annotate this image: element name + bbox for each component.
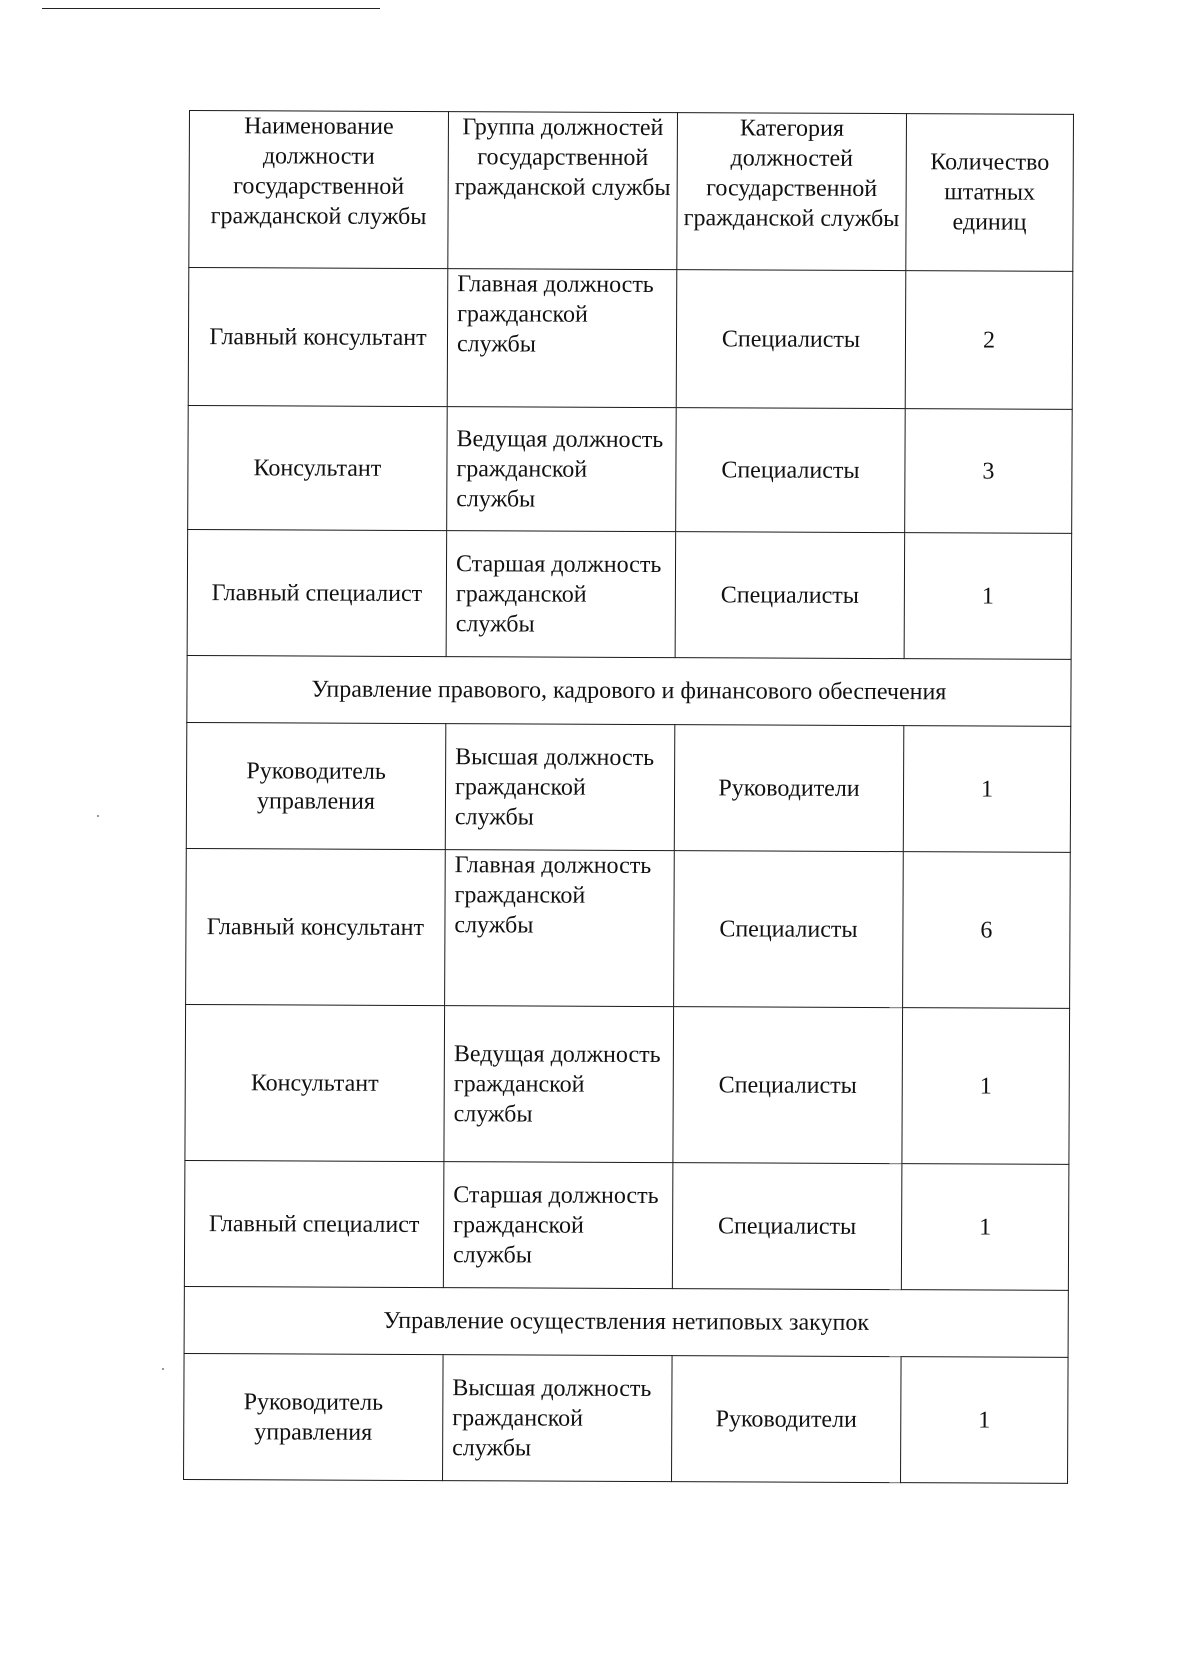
table-row (188, 405, 1073, 533)
cell-group: Старшая должность гражданской службы (446, 531, 676, 658)
table-row (184, 1160, 1069, 1290)
cell-count: 6 (903, 852, 1071, 1009)
cell-position: Консультант (188, 405, 448, 530)
top-rule (42, 8, 380, 9)
cell-count: 2 (905, 271, 1073, 410)
cell-category: Специалисты (673, 1007, 903, 1164)
table-row (188, 268, 1073, 410)
section-row (184, 1286, 1068, 1357)
cell-group: Ведущая должность гражданской службы (447, 407, 677, 532)
cell-group: Главная должность гражданской службы (445, 850, 675, 1007)
cell-category: Специалисты (676, 270, 906, 409)
cell-category: Специалисты (676, 408, 906, 533)
cell-group: Старшая должность гражданской службы (443, 1162, 673, 1289)
table-row (186, 848, 1071, 1008)
cell-count: 1 (901, 1357, 1069, 1484)
table-row (185, 1004, 1070, 1164)
table-row (187, 529, 1072, 659)
table-row (184, 1353, 1069, 1483)
cell-category: Специалисты (674, 851, 904, 1008)
cell-position: Главный консультант (188, 268, 448, 407)
cell-position: Руководитель управления (186, 722, 446, 849)
cell-category: Специалисты (675, 532, 905, 659)
header-category: Категория должностей государственной гражданской службы (677, 113, 907, 271)
cell-count: 1 (902, 1008, 1070, 1165)
cell-position: Руководитель управления (184, 1353, 444, 1480)
header-position: Наименование должности государственной гражданской службы (189, 111, 449, 269)
cell-position: Главный консультант (186, 848, 446, 1005)
table-row (186, 722, 1071, 852)
section-row (187, 655, 1071, 726)
cell-count: 3 (905, 409, 1073, 534)
section-title: Управление правового, кадрового и финансового обеспечения (187, 655, 1071, 726)
table-header-row (189, 111, 1074, 272)
cell-category: Руководители (674, 725, 904, 852)
cell-position: Главный специалист (187, 529, 447, 656)
cell-position: Главный специалист (184, 1160, 444, 1287)
cell-group: Главная должность гражданской службы (447, 269, 677, 408)
cell-count: 1 (903, 726, 1071, 853)
scan-speck (162, 1368, 164, 1370)
cell-group: Ведущая должность гражданской службы (444, 1006, 674, 1163)
cell-group: Высшая должность гражданской службы (445, 724, 675, 851)
cell-count: 1 (904, 533, 1072, 660)
cell-count: 1 (901, 1164, 1069, 1291)
cell-group: Высшая должность гражданской службы (443, 1355, 673, 1482)
staffing-table (183, 110, 1074, 1484)
header-group: Группа должностей государственной гражданской службы (448, 112, 678, 270)
cell-category: Руководители (672, 1356, 902, 1483)
header-count: Количество штатных единиц (906, 114, 1074, 272)
section-title: Управление осуществления нетиповых закупок (184, 1286, 1068, 1357)
scan-speck (97, 815, 99, 817)
cell-position: Консультант (185, 1004, 445, 1161)
cell-category: Специалисты (672, 1163, 902, 1290)
